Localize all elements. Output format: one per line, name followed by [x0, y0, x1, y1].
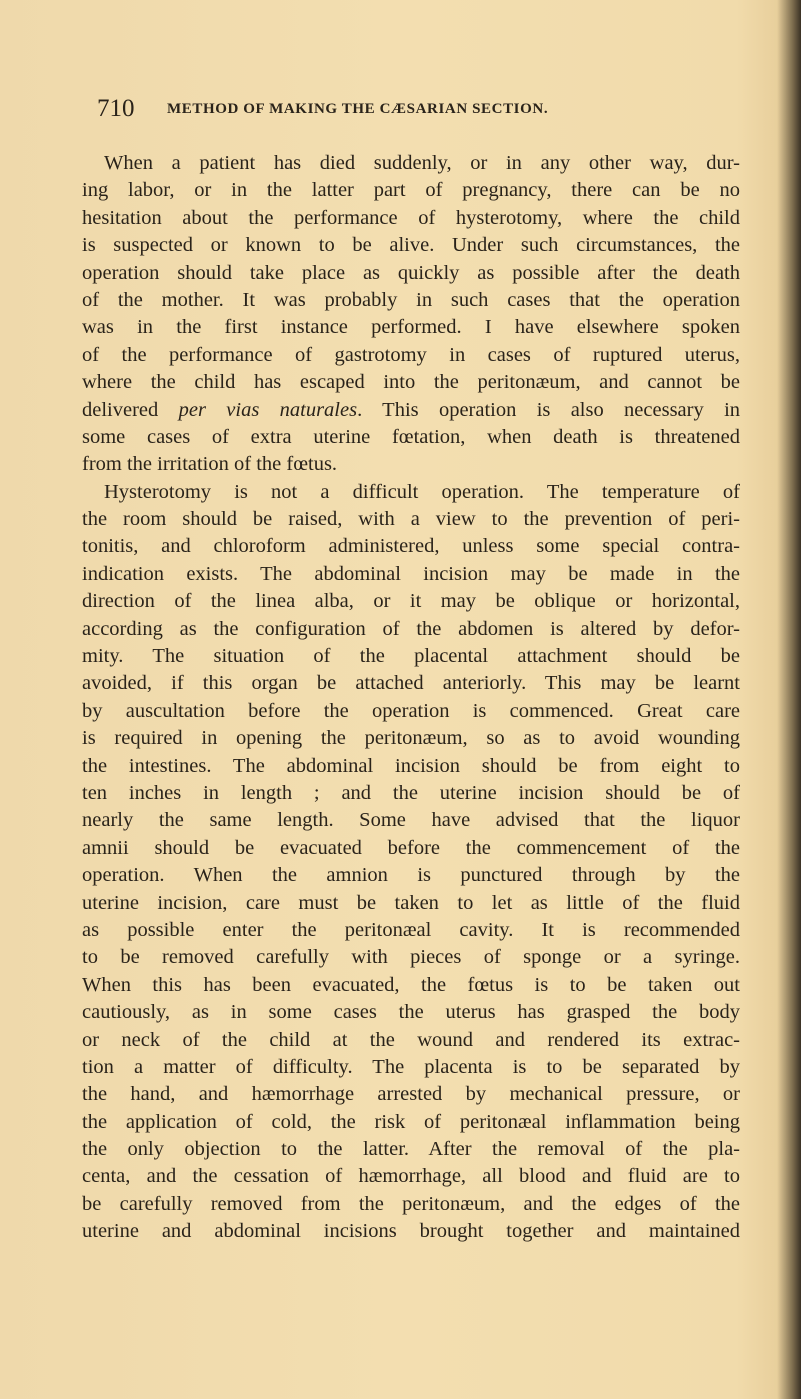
text-line	[82, 1218, 740, 1245]
text-line	[82, 588, 740, 615]
text-line	[82, 342, 740, 369]
text-line-content: or neck of the child at the wound and rendered its extrac-	[82, 1028, 740, 1051]
text-line	[82, 533, 740, 560]
text-line-content: the intestines. The abdominal incision should be from eight to	[82, 754, 740, 777]
text-line-content: some cases of extra uterine fœtation, when death is threatened	[82, 425, 740, 448]
text-line	[82, 862, 740, 889]
text-line-content: where the child has escaped into the peritonæum, and cannot be	[82, 371, 740, 394]
text-line	[82, 780, 740, 807]
text-line-content: uterine and abdominal incisions brought together and maintained	[82, 1220, 740, 1243]
text-line-content: be carefully removed from the peritonæum, and the edges of the	[82, 1192, 740, 1215]
text-line	[82, 670, 740, 697]
text-line	[82, 287, 740, 314]
text-line-content: was in the first instance performed. I have elsewhere spoken	[82, 316, 740, 339]
text-line-content: from the irritation of the fœtus.	[82, 453, 338, 476]
text-line-content: nearly the same length. Some have advised that the liquor	[82, 809, 740, 832]
text-line-content: as possible enter the peritonæal cavity. It is recommended	[82, 918, 740, 941]
text-line-content: operation. When the amnion is punctured through by the	[82, 864, 740, 887]
text-line-content: the hand, and hæmorrhage arrested by mechanical pressure, or	[82, 1083, 740, 1106]
text-line	[82, 616, 740, 643]
body-text	[82, 150, 740, 1246]
text-line	[82, 205, 740, 232]
text-line-content: avoided, if this organ be attached anteriorly. This may be learnt	[82, 672, 740, 695]
text-line-content: When a patient has died suddenly, or in any other way, dur-	[104, 152, 740, 174]
text-line-content: amnii should be evacuated before the commencement of the	[82, 836, 740, 859]
text-line	[82, 725, 740, 752]
text-line-content: mity. The situation of the placental attachment should be	[82, 645, 740, 668]
text-line	[82, 314, 740, 341]
text-line-content: according as the configuration of the abdomen is altered by defor-	[82, 617, 740, 640]
text-line	[82, 260, 740, 287]
text-line	[82, 369, 740, 396]
text-line-content: tion a matter of difficulty. The placenta is to be separated by	[82, 1055, 740, 1078]
text-line-content: tonitis, and chloroform administered, unless some special contra-	[82, 535, 740, 558]
text-line	[82, 479, 740, 506]
text-line-content: ten inches in length ; and the uterine incision should be of	[82, 781, 740, 804]
running-head: METHOD OF MAKING THE CÆSARIAN SECTION.	[167, 101, 549, 117]
text-line-content: of the mother. It was probably in such cases that the operation	[82, 288, 740, 311]
text-line	[82, 177, 740, 204]
text-line	[82, 835, 740, 862]
text-line	[82, 999, 740, 1026]
text-line-content: is suspected or known to be alive. Under such circumstances, the	[82, 234, 740, 257]
text-line-content: is required in opening the peritonæum, so as to avoid wounding	[82, 727, 740, 750]
text-line-content: centa, and the cessation of hæmorrhage, all blood and fluid are to	[82, 1165, 740, 1188]
text-line-content: to be removed carefully with pieces of sponge or a syringe.	[82, 946, 740, 969]
text-line	[82, 1136, 740, 1163]
text-line	[82, 397, 740, 424]
page-number: 710	[97, 95, 135, 122]
text-line-content: direction of the linea alba, or it may be oblique or horizontal,	[82, 590, 740, 613]
text-line	[82, 1054, 740, 1081]
text-line	[82, 944, 740, 971]
text-line-content: the only objection to the latter. After the removal of the pla-	[82, 1138, 740, 1161]
text-line-content: ing labor, or in the latter part of pregnancy, there can be no	[82, 179, 740, 202]
page-header	[97, 95, 737, 125]
text-line	[82, 1081, 740, 1108]
text-line-content: delivered per vias naturales. This operation is also necessary in	[82, 398, 741, 421]
text-line-content: Hysterotomy is not a difficult operation. The temperature of	[104, 480, 740, 503]
text-line	[82, 451, 740, 478]
text-line	[82, 1191, 740, 1218]
text-line	[82, 1109, 740, 1136]
text-line-content: cautiously, as in some cases the uterus has grasped the body	[82, 1001, 740, 1024]
text-line-content: operation should take place as quickly as possible after the death	[82, 261, 740, 284]
text-line	[82, 506, 740, 533]
text-line	[82, 972, 740, 999]
text-line	[82, 150, 740, 177]
text-line	[82, 643, 740, 670]
text-line	[82, 753, 740, 780]
text-line	[82, 890, 740, 917]
text-line-content: the room should be raised, with a view to the prevention of peri-	[82, 508, 740, 531]
text-line-content: indication exists. The abdominal incision may be made in the	[82, 562, 740, 585]
text-line-content: by auscultation before the operation is commenced. Great care	[82, 699, 740, 722]
text-line-content: When this has been evacuated, the fœtus is to be taken out	[82, 973, 740, 996]
text-line-content: uterine incision, care must be taken to let as little of the fluid	[82, 891, 740, 914]
text-line	[82, 232, 740, 259]
text-line	[82, 1027, 740, 1054]
text-line	[82, 698, 740, 725]
text-line-content: hesitation about the performance of hysterotomy, where the child	[82, 206, 740, 229]
text-line-content: the application of cold, the risk of peritonæal inflammation being	[82, 1110, 740, 1133]
text-line	[82, 424, 740, 451]
text-line	[82, 917, 740, 944]
text-line	[82, 807, 740, 834]
text-line-content: of the performance of gastrotomy in cases of ruptured uterus,	[82, 343, 740, 366]
text-line	[82, 1163, 740, 1190]
text-line	[82, 561, 740, 588]
